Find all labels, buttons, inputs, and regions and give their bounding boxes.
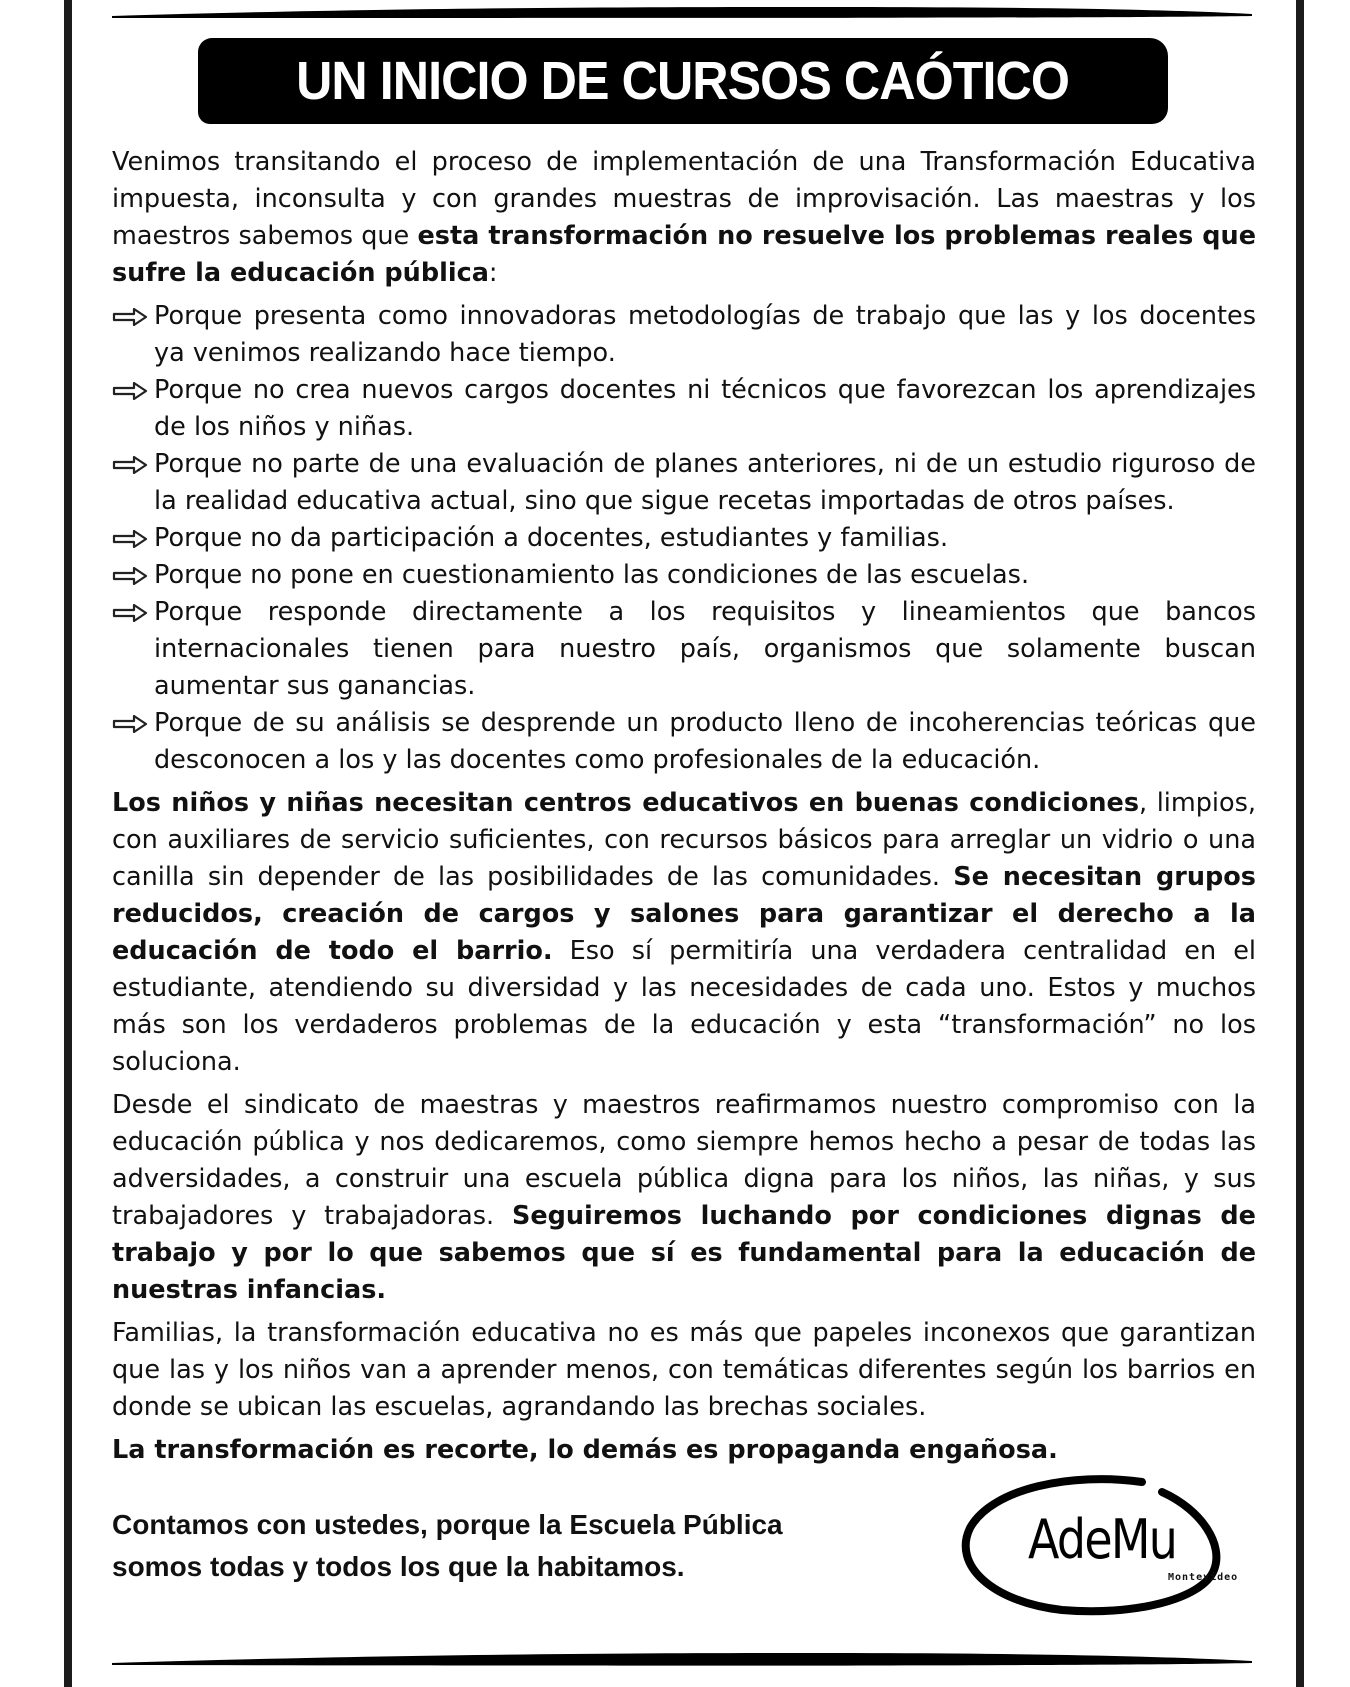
outline-right-arrow-icon [112, 567, 148, 585]
outline-right-arrow-icon [112, 308, 148, 326]
union-paragraph: Desde el sindicato de maestras y maestros reafirmamos nuestro compromiso con la educación pública y nos dedicaremos, como siempre hemos hecho a pesar de todas las adversidades, a construir una escuela pública digna para los niños, las niñas, y sus trabajadores y trabajadoras. Seguiremos luchando por condiciones dignas de trabajo y por lo que sabemos que sí es fundamental para la educación de nuestras infancias. [112, 1090, 1256, 1305]
outline-right-arrow-icon [112, 715, 148, 733]
closing-line-2: somos todas y todos los que la habitamos. [112, 1551, 685, 1582]
outline-right-arrow-icon [112, 382, 148, 400]
document-body [112, 144, 1256, 1475]
slogan: La transformación es recorte, lo demás es propaganda engañosa. [112, 1435, 1058, 1465]
outline-right-arrow-icon [112, 456, 148, 474]
list-item: Porque no da participación a docentes, estudiantes y familias. [112, 520, 1256, 557]
list-item: Porque no pone en cuestionamiento las condiciones de las escuelas. [112, 557, 1256, 594]
page-title: UN INICIO DE CURSOS CAÓTICO [296, 51, 1070, 111]
intro-paragraph: Venimos transitando el proceso de implementación de una Transformación Educativa impuesta, inconsulta y con grandes muestras de improvisación. Las maestras y los maestros sabemos que esta transformación no resuelve los problemas reales que sufre la educación pública: [112, 147, 1256, 288]
reasons-list [112, 298, 1256, 779]
brush-stroke-top [112, 4, 1252, 20]
brush-stroke-bottom [112, 1651, 1252, 1667]
list-item: Porque de su análisis se desprende un producto lleno de incoherencias teóricas que desconocen a los y las docentes como profesionales de la educación. [112, 705, 1256, 779]
list-item: Porque responde directamente a los requisitos y lineamientos que bancos internacionales tienen para nuestro país, organismos que solamente buscan aumentar sus ganancias. [112, 594, 1256, 705]
title-banner [198, 38, 1168, 124]
closing-line-1: Contamos con ustedes, porque la Escuela Pública [112, 1509, 783, 1540]
page-frame-right [1296, 0, 1304, 1687]
outline-right-arrow-icon [112, 530, 148, 548]
closing-statement [112, 1504, 783, 1588]
ademu-logo-text: AdeMu [1028, 1508, 1177, 1571]
conditions-paragraph: Los niños y niñas necesitan centros educativos en buenas condiciones, limpios, con auxiliares de servicio suficientes, con recursos básicos para arreglar un vidrio o una canilla sin depender de las posibilidades de las comunidades. Se necesitan grupos reducidos, creación de cargos y salones para garantizar el derecho a la educación de todo el barrio. Eso sí permitiría una verdadera centralidad en el estudiante, atendiendo su diversidad y las necesidades de cada uno. Estos y muchos más son los verdaderos problemas de la educación y esta “transformación” no los soluciona. [112, 788, 1256, 1077]
families-paragraph: Familias, la transformación educativa no es más que papeles inconexos que garantizan que las y los niños van a aprender menos, con temáticas diferentes según los barrios en donde se ubican las escuelas, agrandando las brechas sociales. [112, 1318, 1256, 1422]
list-item: Porque no crea nuevos cargos docentes ni técnicos que favorezcan los aprendizajes de los niños y niñas. [112, 372, 1256, 446]
page-frame-left [64, 0, 72, 1687]
ademu-logo-subtitle: Montevideo [1168, 1572, 1239, 1583]
list-item: Porque presenta como innovadoras metodologías de trabajo que las y los docentes ya venimos realizando hace tiempo. [112, 298, 1256, 372]
outline-right-arrow-icon [112, 604, 148, 622]
list-item: Porque no parte de una evaluación de planes anteriores, ni de un estudio riguroso de la realidad educativa actual, sino que sigue recetas importadas de otros países. [112, 446, 1256, 520]
